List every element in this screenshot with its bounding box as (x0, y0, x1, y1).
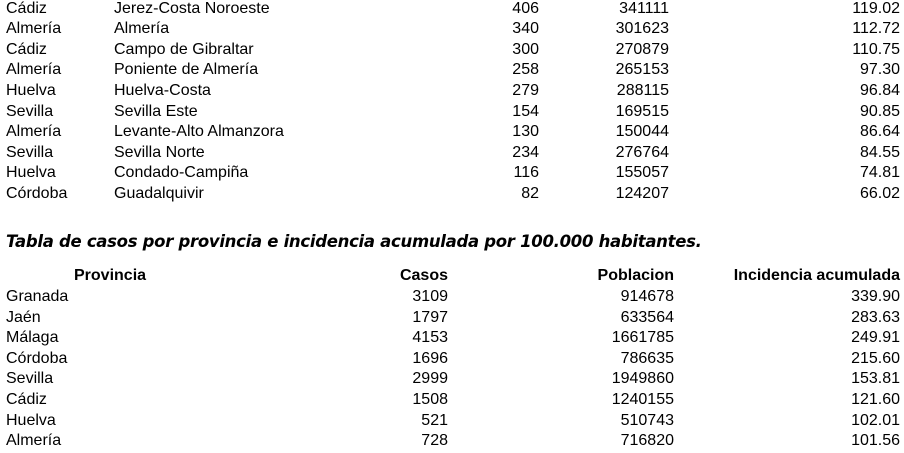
cell-casos: 258 (512, 61, 539, 79)
district-row (0, 122, 904, 143)
district-row (0, 102, 904, 123)
cell-poblacion: 301623 (615, 20, 669, 38)
header-incidencia: Incidencia acumulada (733, 267, 900, 284)
cell-distrito: Condado-Campiña (114, 164, 249, 182)
cell-incidencia: 119.02 (852, 0, 900, 17)
cell-incidencia: 86.64 (859, 123, 900, 141)
cell-poblacion: 288115 (616, 81, 669, 99)
cell-casos: 3109 (412, 288, 448, 305)
cell-poblacion: 1240155 (611, 391, 674, 408)
cell-casos: 279 (512, 81, 539, 99)
cell-casos: 4153 (412, 329, 448, 347)
cell-casos: 130 (512, 123, 539, 141)
cell-provincia: Cádiz (6, 40, 47, 58)
cell-provincia: Córdoba (6, 349, 68, 367)
cell-incidencia: 339.90 (851, 288, 900, 305)
cell-casos: 1797 (412, 308, 448, 326)
cell-provincia: Cádiz (6, 0, 47, 17)
cell-poblacion: 341111 (619, 0, 669, 17)
district-row (0, 163, 904, 184)
cell-casos: 116 (513, 164, 539, 182)
cell-provincia: Almería (6, 61, 62, 79)
province-table-caption: Tabla de casos por provincia e incidencia acumulada por 100.000 habitantes. (6, 232, 702, 251)
cell-provincia: Jaén (6, 308, 41, 326)
district-row (0, 81, 904, 102)
cell-distrito: Huelva-Costa (114, 81, 211, 99)
cell-casos: 82 (521, 184, 539, 202)
cell-incidencia: 249.91 (851, 329, 900, 347)
cell-incidencia: 97.30 (859, 61, 900, 79)
province-row (0, 431, 904, 452)
cell-casos: 521 (421, 411, 448, 429)
cell-incidencia: 153.81 (851, 370, 900, 388)
cell-incidencia: 215.60 (851, 349, 900, 367)
cell-casos: 1508 (412, 391, 448, 408)
cell-provincia: Huelva (6, 164, 56, 182)
province-row (0, 369, 904, 390)
cell-poblacion: 914678 (620, 288, 674, 305)
cell-poblacion: 155057 (615, 164, 669, 182)
cell-incidencia: 90.85 (859, 102, 900, 120)
cell-provincia: Cádiz (6, 391, 47, 408)
province-row (0, 328, 904, 349)
cell-incidencia: 121.60 (851, 391, 900, 408)
cell-provincia: Sevilla (6, 102, 54, 120)
cell-poblacion: 124207 (615, 184, 669, 202)
cell-poblacion: 1949860 (611, 370, 674, 388)
cell-incidencia: 102.01 (851, 411, 900, 429)
province-row (0, 308, 904, 329)
cell-casos: 728 (421, 432, 448, 450)
cell-poblacion: 633564 (620, 308, 674, 326)
district-row (0, 0, 904, 19)
district-row (0, 60, 904, 81)
cell-provincia: Almería (6, 20, 62, 38)
cell-provincia: Huelva (6, 81, 56, 99)
cell-provincia: Sevilla (6, 370, 54, 388)
cell-incidencia: 112.72 (852, 20, 900, 38)
cell-poblacion: 716820 (620, 432, 674, 450)
cell-casos: 1696 (412, 349, 448, 367)
cell-distrito: Poniente de Almería (114, 61, 259, 79)
header-provincia: Provincia (74, 267, 147, 284)
province-row (0, 287, 904, 308)
cell-poblacion: 270879 (615, 40, 669, 58)
province-row (0, 349, 904, 370)
district-row (0, 19, 904, 40)
cell-poblacion: 169515 (615, 102, 669, 120)
cell-incidencia: 283.63 (851, 308, 900, 326)
cell-distrito: Levante-Alto Almanzora (114, 123, 284, 141)
cell-provincia: Almería (6, 432, 62, 450)
cell-incidencia: 84.55 (859, 143, 900, 161)
cell-distrito: Jerez-Costa Noroeste (114, 0, 270, 17)
cell-casos: 234 (512, 143, 539, 161)
cell-provincia: Málaga (6, 329, 59, 347)
cell-incidencia: 66.02 (859, 184, 900, 202)
cell-distrito: Almería (114, 20, 170, 38)
cell-provincia: Córdoba (6, 184, 68, 202)
cell-distrito: Campo de Gibraltar (114, 40, 254, 58)
district-row (0, 40, 904, 61)
cell-casos: 340 (512, 20, 539, 38)
cell-incidencia: 101.56 (851, 432, 900, 450)
cell-provincia: Almería (6, 123, 62, 141)
cell-poblacion: 510743 (620, 411, 674, 429)
cell-provincia: Sevilla (6, 143, 54, 161)
cell-poblacion: 276764 (615, 143, 669, 161)
cell-poblacion: 1661785 (611, 329, 674, 347)
cell-provincia: Huelva (6, 411, 56, 429)
province-row (0, 390, 904, 411)
cell-distrito: Guadalquivir (114, 184, 204, 202)
cell-poblacion: 265153 (615, 61, 669, 79)
cell-incidencia: 110.75 (852, 40, 900, 58)
cell-poblacion: 786635 (620, 349, 674, 367)
cell-casos: 2999 (412, 370, 448, 388)
cell-distrito: Sevilla Este (114, 102, 198, 120)
cell-casos: 406 (512, 0, 539, 17)
cell-distrito: Sevilla Norte (114, 143, 205, 161)
cell-poblacion: 150044 (615, 123, 669, 141)
cell-casos: 300 (512, 40, 539, 58)
province-row (0, 411, 904, 432)
province-table-header (0, 266, 904, 287)
header-poblacion: Poblacion (597, 267, 674, 284)
cell-casos: 154 (512, 102, 539, 120)
district-row (0, 184, 904, 205)
district-row (0, 143, 904, 164)
cell-incidencia: 96.84 (859, 81, 900, 99)
cell-provincia: Granada (6, 288, 69, 305)
cell-incidencia: 74.81 (859, 164, 900, 182)
header-casos: Casos (399, 267, 448, 284)
